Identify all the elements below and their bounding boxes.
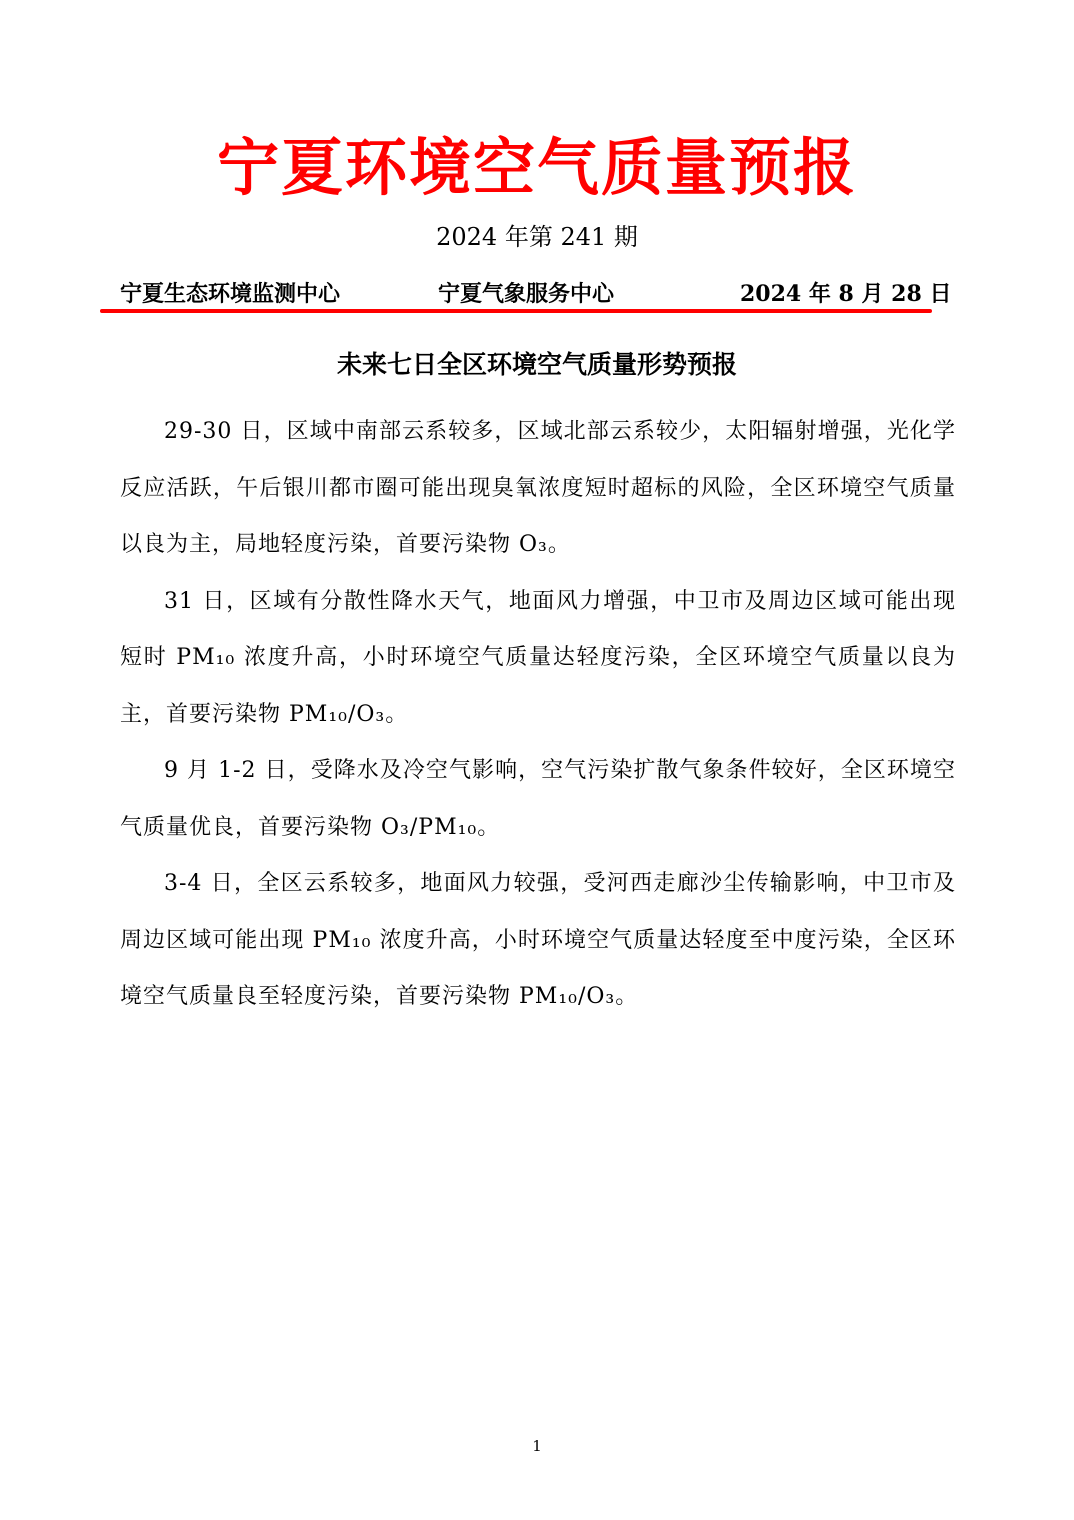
forecast-body [120,404,956,1026]
issue-date: 2024 年 8 月 28 日 [740,281,952,307]
section-title: 未来七日全区环境空气质量形势预报 [336,350,737,379]
forecast-paragraph-29-30: 29-30 日，区域中南部云系较多，区域北部云系较少，太阳辐射增强，光化学反应活跃，午后银川都市圈可能出现臭氧浓度短时超标的风险，全区环境空气质量以良为主，局地轻度污染，首要污染物 O₃。 [120,419,956,557]
forecast-paragraph-31: 31 日，区域有分散性降水天气，地面风力增强，中卫市及周边区域可能出现短时 PM₁₀ 浓度升高，小时环境空气质量达轻度污染，全区环境空气质量以良为主，首要污染物 PM₁₀/O₃。 [120,588,956,727]
page-number: 1 [532,1437,542,1455]
issue-number: 2024 年第 241 期 [436,223,638,251]
forecast-paragraph-3-4: 3-4 日，全区云系较多，地面风力较强，受河西走廊沙尘传输影响，中卫市及周边区域可能出现 PM₁₀ 浓度升高，小时环境空气质量达轻度至中度污染，全区环境空气质量良至轻度污染，首要污染物 PM₁₀/O₃。 [120,871,956,1009]
header-divider [100,309,932,313]
publisher-weather-center: 宁夏气象服务中心 [438,281,615,307]
publisher-ecology-center: 宁夏生态环境监测中心 [120,281,341,307]
forecast-paragraph-sep-1-2: 9 月 1-2 日，受降水及冷空气影响，空气污染扩散气象条件较好，全区环境空气质量优良，首要污染物 O₃/PM₁₀。 [120,758,956,840]
report-title: 宁夏环境空气质量预报 [216,131,857,204]
